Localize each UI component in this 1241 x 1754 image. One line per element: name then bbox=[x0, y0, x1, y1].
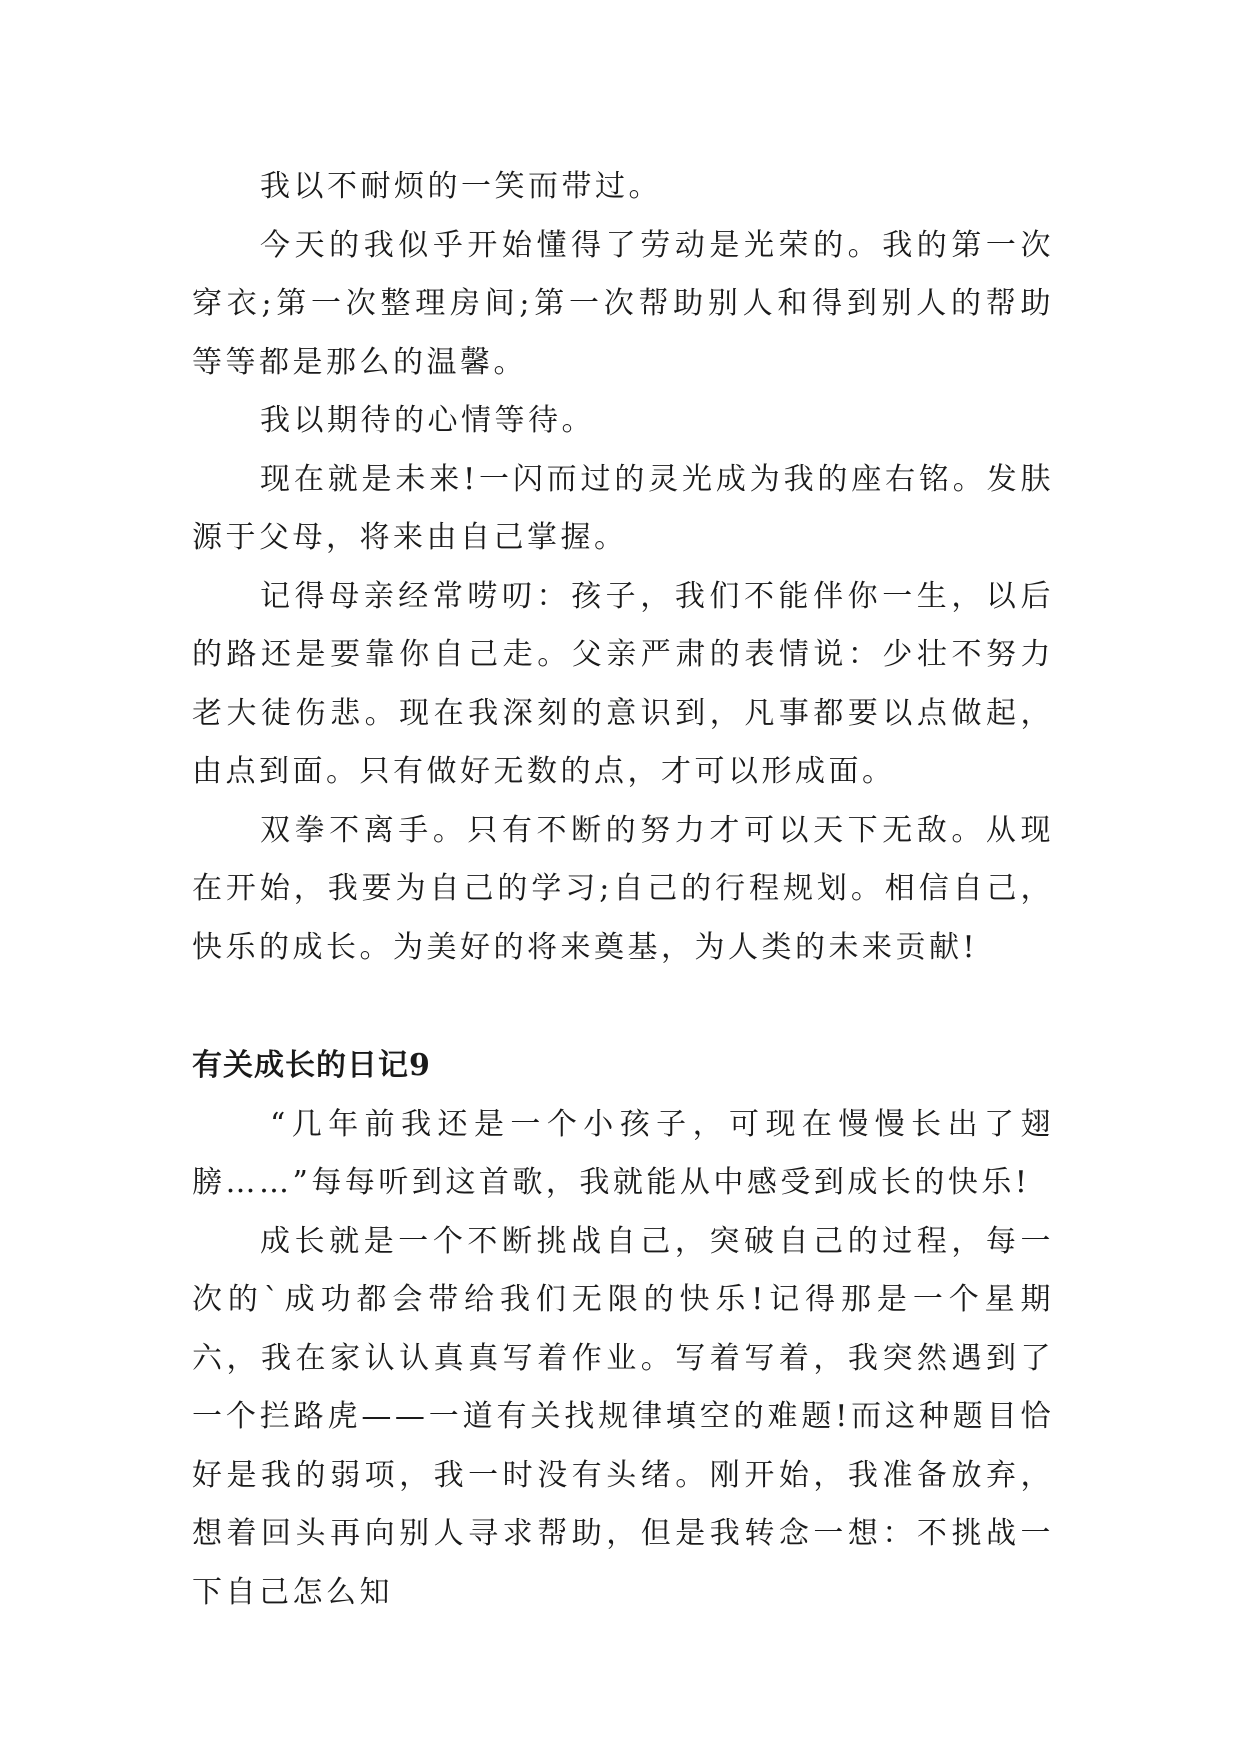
section-title: 有关成长的日记9 bbox=[192, 1048, 431, 1083]
paragraph: 双拳不离手。只有不断的努力才可以天下无敌。从现在开始，我要为自己的学习;自己的行程规划。相信自己，快乐的成长。为美好的将来奠基，为人类的未来贡献! bbox=[192, 812, 1054, 965]
paragraph: 成长就是一个不断挑战自己，突破自己的过程，每一次的`成功都会带给我们无限的快乐!记得那是一个星期六，我在家认认真真写着作业。写着写着，我突然遇到了一个拦路虎——一道有关找规律填空的难题!而这种题目恰好是我的弱项，我一时没有头绪。刚开始，我准备放弃，想着回头再向别人寻求帮助，但是我转念一想：不挑战一下自己怎么知 bbox=[192, 1223, 1054, 1610]
paragraph: 现在就是未来!一闪而过的灵光成为我的座右铭。发肤源于父母，将来由自己掌握。 bbox=[192, 461, 1054, 555]
paragraph: 今天的我似乎开始懂得了劳动是光荣的。我的第一次穿衣;第一次整理房间;第一次帮助别人和得到别人的帮助等等都是那么的温馨。 bbox=[192, 227, 1054, 380]
paragraph: 记得母亲经常唠叨：孩子，我们不能伴你一生，以后的路还是要靠你自己走。父亲严肃的表情说：少壮不努力老大徒伤悲。现在我深刻的意识到，凡事都要以点做起，由点到面。只有做好无数的点，才可以形成面。 bbox=[192, 578, 1054, 789]
document-body bbox=[192, 158, 1054, 1622]
paragraph: 我以期待的心情等待。 bbox=[260, 403, 595, 438]
paragraph: 我以不耐烦的一笑而带过。 bbox=[260, 169, 662, 204]
paragraph: “几年前我还是一个小孩子，可现在慢慢长出了翅膀……”每每听到这首歌，我就能从中感受到成长的快乐! bbox=[192, 1106, 1054, 1200]
